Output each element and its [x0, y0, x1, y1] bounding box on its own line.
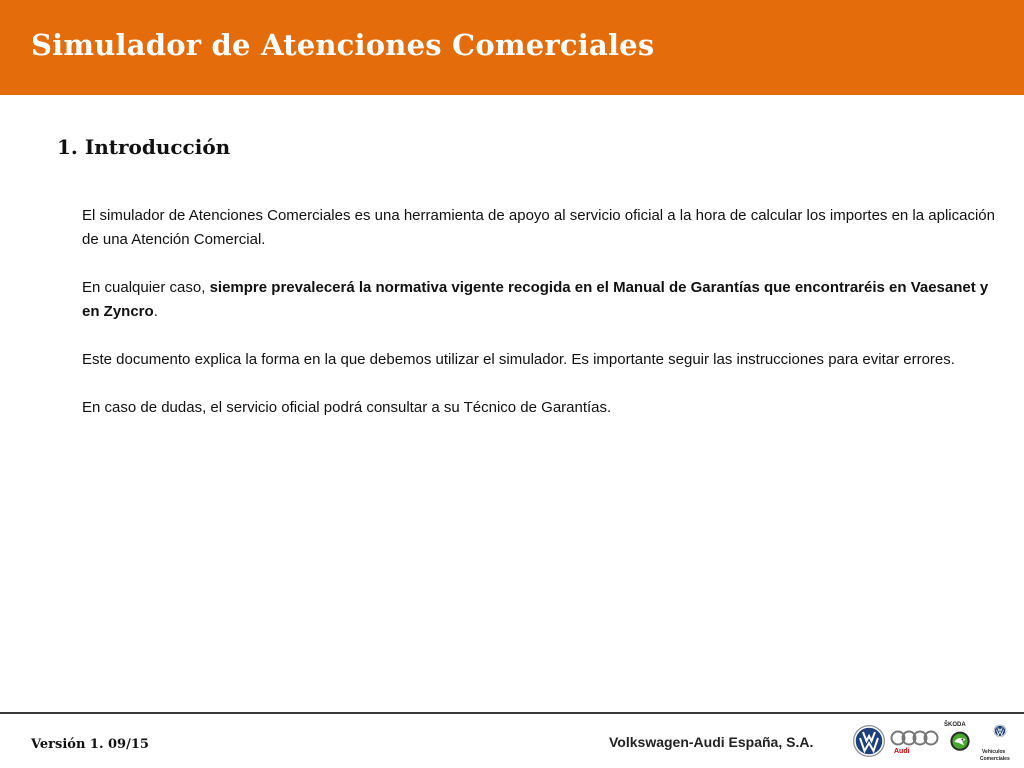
- paragraph-2-lead: En cualquier caso,: [82, 279, 210, 296]
- intro-paragraph-2: [82, 276, 1002, 324]
- intro-paragraph-3: Este documento explica la forma en la que debemos utilizar el simulador. Es importante seguir las instrucciones para evitar errores.: [82, 351, 955, 368]
- footer-divider: [0, 712, 1024, 714]
- volkswagen-logo-icon: [852, 724, 886, 758]
- company-name: Volkswagen-Audi España, S.A.: [609, 734, 814, 750]
- page-title: Simulador de Atenciones Comerciales: [31, 28, 655, 62]
- section-heading: 1. Introducción: [57, 135, 231, 159]
- paragraph-2-tail: .: [153, 303, 158, 320]
- version-label: Versión 1. 09/15: [31, 737, 149, 752]
- vwc-caption-line2: Comerciales: [980, 756, 1010, 762]
- audi-caption: Audi: [894, 748, 910, 755]
- paragraph-2-emphasis: siempre prevalecerá la normativa vigente recogida en el Manual de Garantías que encontraréis en Vaesanet y en Zyncro: [82, 279, 989, 320]
- skoda-caption: ŠKODA: [944, 722, 966, 728]
- header-bar: [0, 0, 1024, 95]
- brand-logos: [850, 722, 1024, 768]
- intro-paragraph-1: El simulador de Atenciones Comerciales es una herramienta de apoyo al servicio oficial a la hora de calcular los importes en la aplicación de una Atención Comercial.: [82, 207, 995, 248]
- vwc-caption-line1: Vehículos: [982, 749, 1006, 755]
- skoda-logo-icon: [944, 730, 976, 762]
- vw-commercial-logo-icon: [978, 724, 1022, 748]
- intro-paragraph-4: En caso de dudas, el servicio oficial podrá consultar a su Técnico de Garantías.: [82, 399, 612, 416]
- intro-body: [82, 204, 1002, 444]
